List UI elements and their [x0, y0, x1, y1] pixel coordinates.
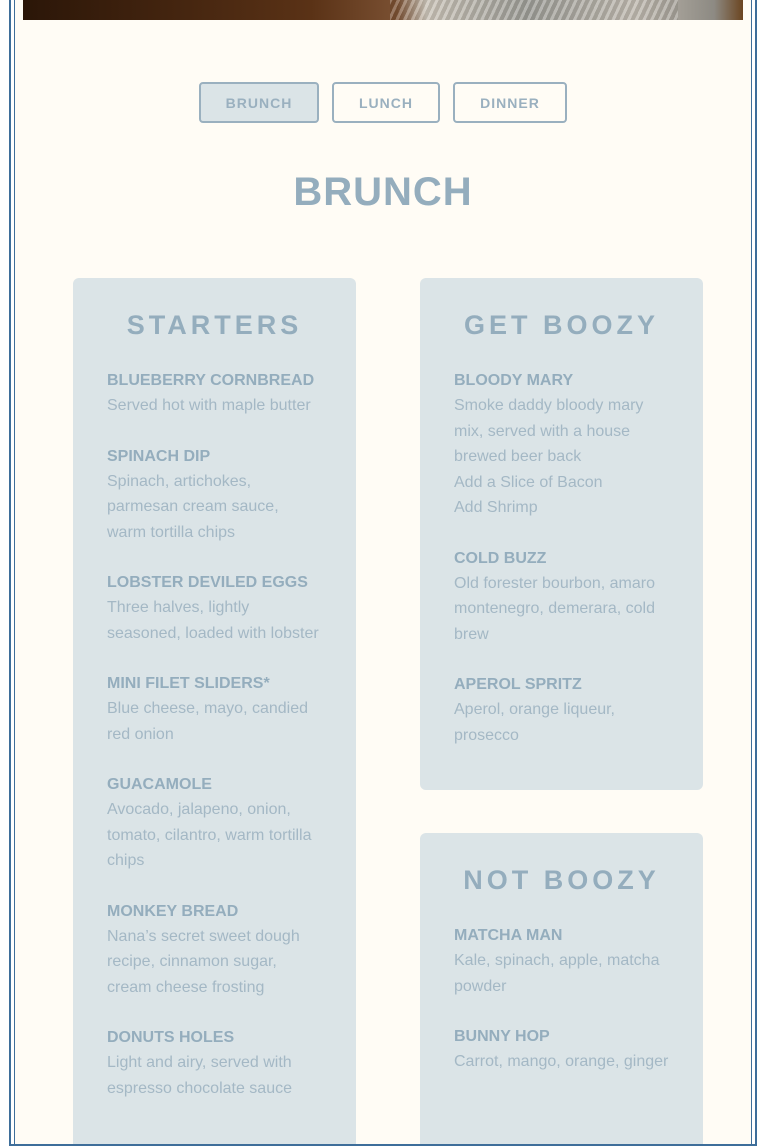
item-name: APEROL SPRITZ	[454, 676, 582, 693]
menu-tabs	[15, 82, 751, 123]
item-name: SPINACH DIP	[107, 447, 211, 465]
hero-image	[23, 0, 743, 20]
item-description: Avocado, jalapeno, onion, tomato, cilantro, warm tortilla chips	[107, 801, 312, 869]
menu-item	[107, 444, 322, 546]
item-name: GUACAMOLE	[107, 776, 212, 793]
item-name: MATCHA MAN	[454, 927, 563, 944]
item-description: Served hot with maple butter	[107, 397, 311, 414]
page-frame	[9, 0, 757, 1146]
item-description: Carrot, mango, orange, ginger	[454, 1053, 669, 1070]
tab-lunch[interactable]: LUNCH	[332, 82, 440, 123]
item-description: Old forester bourbon, amaro montenegro, demerara, cold brew	[454, 574, 655, 643]
item-name: LOBSTER DEVILED EGGS	[107, 574, 308, 591]
item-name: DONUTS HOLES	[107, 1029, 235, 1046]
item-description: Light and airy, served with espresso chocolate sauce	[107, 1054, 292, 1097]
item-name: COLD BUZZ	[454, 549, 547, 567]
item-name: BLOODY MARY	[454, 372, 574, 389]
page-content	[14, 0, 752, 1144]
menu-item	[107, 772, 322, 874]
item-description: Spinach, artichokes, parmesan cream sauce, warm tortilla chips	[107, 472, 279, 541]
item-description: Smoke daddy bloody mary mix, served with a house brewed beer back	[454, 397, 644, 465]
tab-brunch[interactable]: BRUNCH	[199, 82, 319, 123]
menu-item	[107, 368, 322, 419]
item-name: BUNNY HOP	[454, 1028, 550, 1045]
starters-heading: STARTERS	[126, 310, 303, 340]
item-name: MINI FILET SLIDERS*	[107, 675, 270, 692]
item-addon: Add a Slice of Bacon	[454, 473, 603, 491]
item-name: BLUEBERRY CORNBREAD	[107, 372, 315, 389]
item-description: Kale, spinach, apple, matcha powder	[454, 952, 660, 995]
item-name: MONKEY BREAD	[107, 902, 239, 920]
menu-item	[454, 546, 669, 648]
item-description: Three halves, lightly seasoned, loaded with lobster	[107, 599, 319, 642]
item-description: Blue cheese, mayo, candied red onion	[107, 700, 309, 743]
get-boozy-heading: GET BOOZY	[463, 310, 659, 340]
item-description: Nana’s secret sweet dough recipe, cinnamon sugar, cream cheese frosting	[107, 927, 300, 996]
get-boozy-card	[420, 278, 703, 790]
menu-item	[454, 672, 669, 748]
menu-item	[107, 1025, 322, 1101]
item-addon: Add Shrimp	[454, 499, 538, 516]
menu-item	[454, 368, 669, 521]
item-description: Aperol, orange liqueur, prosecco	[454, 701, 615, 744]
starters-card	[73, 278, 356, 1144]
menu-item	[107, 671, 322, 747]
menu-title: BRUNCH	[293, 170, 473, 214]
menu-item	[107, 899, 322, 1001]
not-boozy-heading: NOT BOOZY	[463, 865, 660, 895]
menu-item	[454, 923, 669, 999]
tab-dinner[interactable]: DINNER	[453, 82, 567, 123]
menu-item	[107, 570, 322, 646]
menu-item	[454, 1024, 669, 1075]
not-boozy-card	[420, 833, 703, 1144]
